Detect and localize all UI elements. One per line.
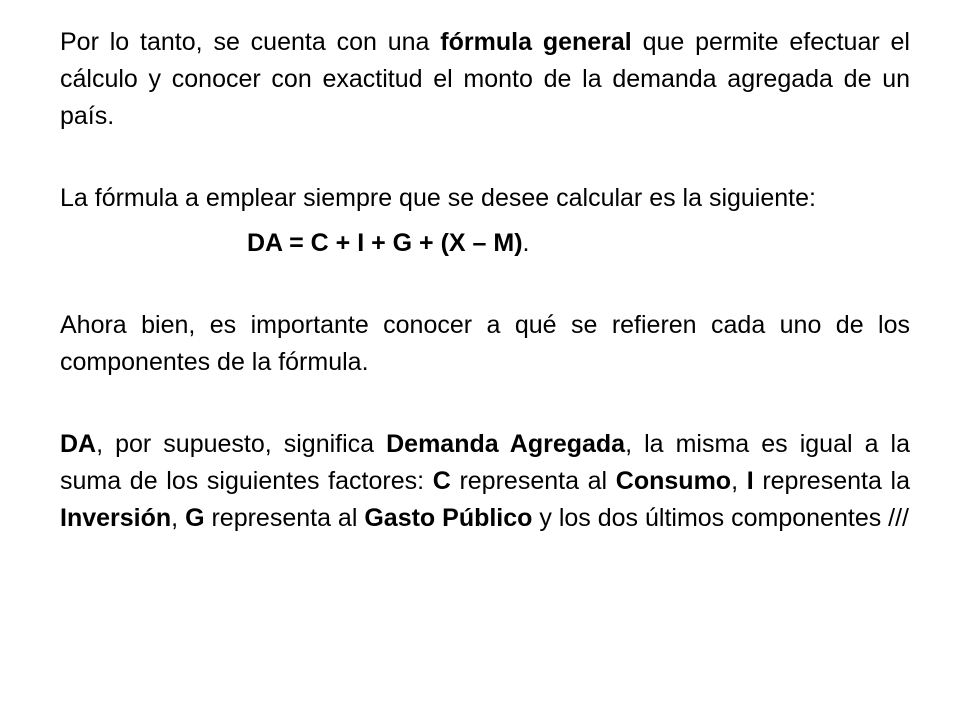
- formula-line: [60, 225, 910, 262]
- term-g: G: [185, 504, 205, 532]
- slide-content: [60, 24, 910, 537]
- paragraph4-text-3: representa al: [450, 467, 616, 495]
- paragraph4-text-8: y los dos últimos componentes ///: [532, 504, 909, 532]
- paragraph3-text: Ahora bien, es importante conocer a qué se refieren cada uno de los componentes de la fórmula.: [60, 311, 910, 376]
- paragraph-components-definition: [60, 426, 910, 537]
- paragraph-components-intro: [60, 307, 910, 381]
- term-inversion: Inversión: [60, 504, 172, 532]
- formula-terminator: .: [522, 229, 530, 257]
- formula-expression: DA = C + I + G + (X – M): [247, 229, 523, 257]
- term-da: DA: [60, 430, 97, 458]
- term-gasto-publico: Gasto Público: [364, 504, 533, 532]
- paragraph4-text-2: , la misma es igual a la suma de los siguientes factores:: [60, 430, 910, 495]
- paragraph1-text-end: que permite efectuar el cálculo y conocer con exactitud el monto de la demanda agregada de un país.: [60, 28, 910, 130]
- paragraph1-text-start: Por lo tanto, se cuenta con una: [60, 28, 441, 56]
- paragraph-formula-general: [60, 24, 910, 135]
- paragraph4-text-1: , por supuesto, significa: [96, 430, 387, 458]
- paragraph4-text-4: ,: [731, 467, 747, 495]
- paragraph1-bold-term: fórmula general: [440, 28, 632, 56]
- paragraph4-text-7: representa al: [204, 504, 365, 532]
- term-c: C: [432, 467, 451, 495]
- term-consumo: Consumo: [615, 467, 732, 495]
- term-i: I: [746, 467, 754, 495]
- term-demanda-agregada: Demanda Agregada: [386, 430, 626, 458]
- paragraph4-text-6: ,: [171, 504, 186, 532]
- paragraph4-text-5: representa la: [753, 467, 910, 495]
- paragraph2-text: La fórmula a emplear siempre que se desee calcular es la siguiente:: [60, 184, 816, 212]
- paragraph-formula-intro: [60, 180, 910, 217]
